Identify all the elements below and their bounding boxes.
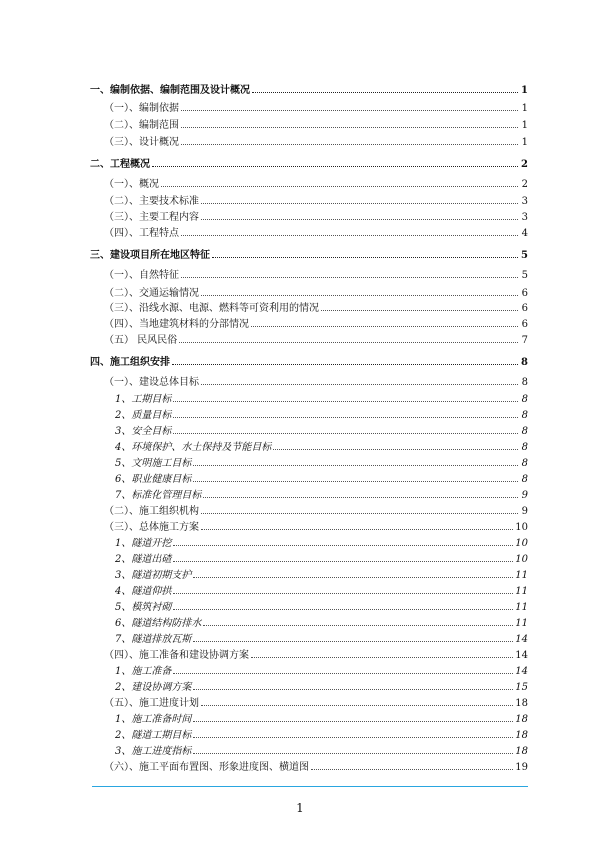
- toc-entry-2-2[interactable]: [104, 191, 528, 207]
- dot-leader: [193, 641, 513, 642]
- toc-entry-4-6[interactable]: [104, 757, 528, 773]
- toc-entry-3-2[interactable]: [104, 283, 528, 299]
- toc-entry-label: （五） 民风民俗: [104, 335, 178, 346]
- toc-entry-4-4-1[interactable]: [115, 661, 528, 677]
- dot-leader: [201, 513, 518, 514]
- toc-entry-section-2[interactable]: [90, 154, 528, 170]
- toc-entry-label: 3、隧道初期支护: [115, 570, 192, 581]
- toc-entry-page: 18: [515, 746, 528, 757]
- toc-entry-page: 3: [521, 196, 528, 207]
- dot-leader: [252, 92, 518, 93]
- toc-entry-section-4[interactable]: [90, 352, 528, 368]
- dot-leader: [311, 769, 513, 770]
- dot-leader: [201, 295, 518, 296]
- dot-leader: [203, 625, 513, 626]
- toc-entry-page: 14: [515, 650, 528, 661]
- toc-entry-4-1-2[interactable]: [115, 405, 528, 421]
- dot-leader: [173, 673, 513, 674]
- toc-entry-label: （三）、设计概况: [104, 137, 179, 148]
- toc-entry-label: 1、施工准备: [115, 666, 172, 677]
- footer-divider: [92, 786, 528, 787]
- toc-entry-label: 7、隧道排放瓦斯: [115, 634, 192, 645]
- toc-entry-4-3-4[interactable]: [115, 581, 528, 597]
- dot-leader: [173, 609, 513, 610]
- toc-entry-label: 5、模筑衬砌: [115, 602, 172, 613]
- toc-entry-label: （二）、交通运输情况: [104, 288, 199, 299]
- dot-leader: [193, 753, 513, 754]
- toc-entry-label: 2、质量目标: [115, 410, 172, 421]
- toc-entry-section-1[interactable]: [90, 80, 528, 96]
- toc-entry-page: 11: [515, 618, 528, 629]
- toc-entry-4-3[interactable]: [104, 517, 528, 533]
- dot-leader: [181, 277, 518, 278]
- dot-leader: [181, 144, 518, 145]
- toc-entry-page: 8: [521, 442, 528, 453]
- toc-entry-label: 3、安全目标: [115, 426, 172, 437]
- dot-leader: [173, 401, 518, 402]
- dot-leader: [321, 310, 518, 311]
- toc-entry-label: 4、环境保护、水土保持及节能目标: [115, 442, 272, 453]
- toc-entry-4-5-3[interactable]: [115, 741, 528, 757]
- toc-entry-page: 8: [521, 458, 528, 469]
- toc-entry-label: （二）、主要技术标准: [104, 196, 199, 207]
- dot-leader: [201, 529, 513, 530]
- toc-entry-4-5-2[interactable]: [115, 725, 528, 741]
- toc-entry-label: （三）、沿线水源、电源、燃料等可资利用的情况: [104, 303, 319, 314]
- dot-leader: [173, 593, 513, 594]
- toc-entry-page: 1: [521, 85, 528, 96]
- toc-entry-page: 18: [515, 714, 528, 725]
- toc-entry-page: 3: [521, 212, 528, 223]
- toc-entry-label: （一）、自然特征: [104, 270, 179, 281]
- dot-leader: [201, 384, 518, 385]
- toc-entry-label: 4、隧道仰拱: [115, 586, 172, 597]
- toc-entry-4-1[interactable]: [104, 372, 528, 388]
- page-number: 1: [296, 801, 304, 815]
- toc-entry-4-1-7[interactable]: [115, 485, 528, 501]
- toc-entry-4-5[interactable]: [104, 693, 528, 709]
- dot-leader: [179, 342, 518, 343]
- toc-entry-1-3[interactable]: [104, 132, 528, 148]
- toc-entry-2-4[interactable]: [104, 223, 528, 239]
- dot-leader: [181, 110, 518, 111]
- toc-entry-page: 2: [521, 159, 528, 170]
- toc-entry-label: 三、建设项目所在地区特征: [90, 250, 210, 261]
- toc-entry-label: 2、隧道出碴: [115, 554, 172, 565]
- dot-leader: [173, 561, 513, 562]
- toc-entry-4-4[interactable]: [104, 645, 528, 661]
- toc-entry-label: 1、隧道开挖: [115, 538, 172, 549]
- toc-entry-4-5-1[interactable]: [115, 709, 528, 725]
- toc-entry-4-3-5[interactable]: [115, 597, 528, 613]
- dot-leader: [173, 433, 518, 434]
- toc-entry-label: 6、职业健康目标: [115, 474, 192, 485]
- dot-leader: [161, 186, 518, 187]
- toc-entry-page: 4: [521, 228, 528, 239]
- toc-entry-page: 6: [521, 303, 528, 314]
- toc-entry-label: （三）、总体施工方案: [104, 522, 199, 533]
- dot-leader: [193, 689, 513, 690]
- toc-entry-page: 10: [515, 522, 528, 533]
- dot-leader: [172, 364, 518, 365]
- dot-leader: [181, 235, 518, 236]
- toc-entry-page: 18: [515, 698, 528, 709]
- dot-leader: [201, 705, 513, 706]
- toc-entry-4-1-1[interactable]: [115, 389, 528, 405]
- toc-entry-page: 9: [521, 490, 528, 501]
- dot-leader: [193, 737, 513, 738]
- toc-entry-2-3[interactable]: [104, 207, 528, 223]
- dot-leader: [152, 166, 518, 167]
- toc-entry-page: 8: [521, 357, 528, 368]
- toc-entry-3-4[interactable]: [104, 314, 528, 330]
- toc-entry-label: （六）、施工平面布置图、形象进度图、横道图: [104, 762, 309, 773]
- toc-entry-4-1-6[interactable]: [115, 469, 528, 485]
- toc-entry-page: 14: [515, 666, 528, 677]
- toc-entry-1-2[interactable]: [104, 115, 528, 131]
- toc-entry-label: （四）、施工准备和建设协调方案: [104, 650, 249, 661]
- toc-entry-page: 15: [515, 682, 528, 693]
- dot-leader: [181, 127, 518, 128]
- dot-leader: [193, 721, 513, 722]
- toc-entry-page: 8: [521, 410, 528, 421]
- toc-entry-4-3-3[interactable]: [115, 565, 528, 581]
- dot-leader: [173, 545, 513, 546]
- toc-entry-label: （四）、当地建筑材料的分部情况: [104, 319, 249, 330]
- toc-entry-label: （二）、编制范围: [104, 120, 179, 131]
- toc-entry-page: 9: [521, 506, 528, 517]
- dot-leader: [273, 449, 518, 450]
- toc-entry-4-3-2[interactable]: [115, 549, 528, 565]
- toc-entry-page: 1: [521, 137, 528, 148]
- toc-entry-page: 11: [515, 586, 528, 597]
- toc-entry-label: 二、工程概况: [90, 159, 150, 170]
- toc-entry-page: 7: [521, 335, 528, 346]
- toc-entry-page: 14: [515, 634, 528, 645]
- toc-entry-label: 1、工期目标: [115, 394, 172, 405]
- toc-entry-section-3[interactable]: [90, 245, 528, 261]
- toc-entry-page: 5: [521, 250, 528, 261]
- toc-entry-label: （一）、建设总体目标: [104, 377, 199, 388]
- toc-entry-4-2[interactable]: [104, 501, 528, 517]
- toc-entry-4-3-1[interactable]: [115, 533, 528, 549]
- toc-entry-page: 8: [521, 377, 528, 388]
- toc-entry-label: 四、施工组织安排: [90, 357, 170, 368]
- toc-entry-label: （五）、施工进度计划: [104, 698, 199, 709]
- toc-entry-page: 8: [521, 394, 528, 405]
- toc-entry-page: 6: [521, 288, 528, 299]
- dot-leader: [193, 465, 518, 466]
- toc-entry-page: 8: [521, 426, 528, 437]
- dot-leader: [203, 497, 518, 498]
- dot-leader: [193, 481, 518, 482]
- toc-entry-label: 2、隧道工期目标: [115, 730, 192, 741]
- toc-entry-page: 10: [515, 554, 528, 565]
- toc-entry-4-3-6[interactable]: [115, 613, 528, 629]
- dot-leader: [201, 203, 518, 204]
- dot-leader: [201, 219, 518, 220]
- toc-entry-2-1[interactable]: [104, 174, 528, 190]
- toc-entry-label: 7、标准化管理目标: [115, 490, 202, 501]
- dot-leader: [251, 657, 513, 658]
- toc-entry-page: 2: [521, 179, 528, 190]
- toc-entry-4-1-5[interactable]: [115, 453, 528, 469]
- dot-leader: [173, 417, 518, 418]
- toc-entry-label: 3、施工进度指标: [115, 746, 192, 757]
- toc-entry-label: （一）、概况: [104, 179, 159, 190]
- dot-leader: [251, 326, 518, 327]
- toc-entry-page: 1: [521, 120, 528, 131]
- toc-entry-3-3[interactable]: [104, 298, 528, 314]
- dot-leader: [212, 257, 518, 258]
- toc-entry-page: 1: [521, 103, 528, 114]
- toc-entry-4-1-3[interactable]: [115, 421, 528, 437]
- toc-entry-page: 11: [515, 570, 528, 581]
- toc-entry-page: 18: [515, 730, 528, 741]
- toc-entry-page: 6: [521, 319, 528, 330]
- dot-leader: [193, 577, 513, 578]
- toc-entry-page: 8: [521, 474, 528, 485]
- toc-entry-label: 1、施工准备时间: [115, 714, 192, 725]
- toc-entry-label: （四）、工程特点: [104, 228, 179, 239]
- toc-entry-page: 10: [515, 538, 528, 549]
- toc-entry-label: 5、文明施工目标: [115, 458, 192, 469]
- toc-entry-3-1[interactable]: [104, 265, 528, 281]
- toc-entry-page: 11: [515, 602, 528, 613]
- toc-entry-page: 5: [521, 270, 528, 281]
- toc-entry-4-3-7[interactable]: [115, 629, 528, 645]
- toc-entry-1-1[interactable]: [104, 98, 528, 114]
- toc-entry-4-1-4[interactable]: [115, 437, 528, 453]
- toc-entry-4-4-2[interactable]: [115, 677, 528, 693]
- toc-entry-label: （一）、编制依据: [104, 103, 179, 114]
- toc-entry-label: 6、隧道结构防排水: [115, 618, 202, 629]
- toc-entry-label: 一、编制依据、编制范围及设计概况: [90, 85, 250, 96]
- toc-entry-label: （三）、主要工程内容: [104, 212, 199, 223]
- toc-entry-label: （二）、施工组织机构: [104, 506, 199, 517]
- toc-entry-3-5[interactable]: [104, 330, 528, 346]
- toc-entry-label: 2、建设协调方案: [115, 682, 192, 693]
- toc-entry-page: 19: [515, 762, 528, 773]
